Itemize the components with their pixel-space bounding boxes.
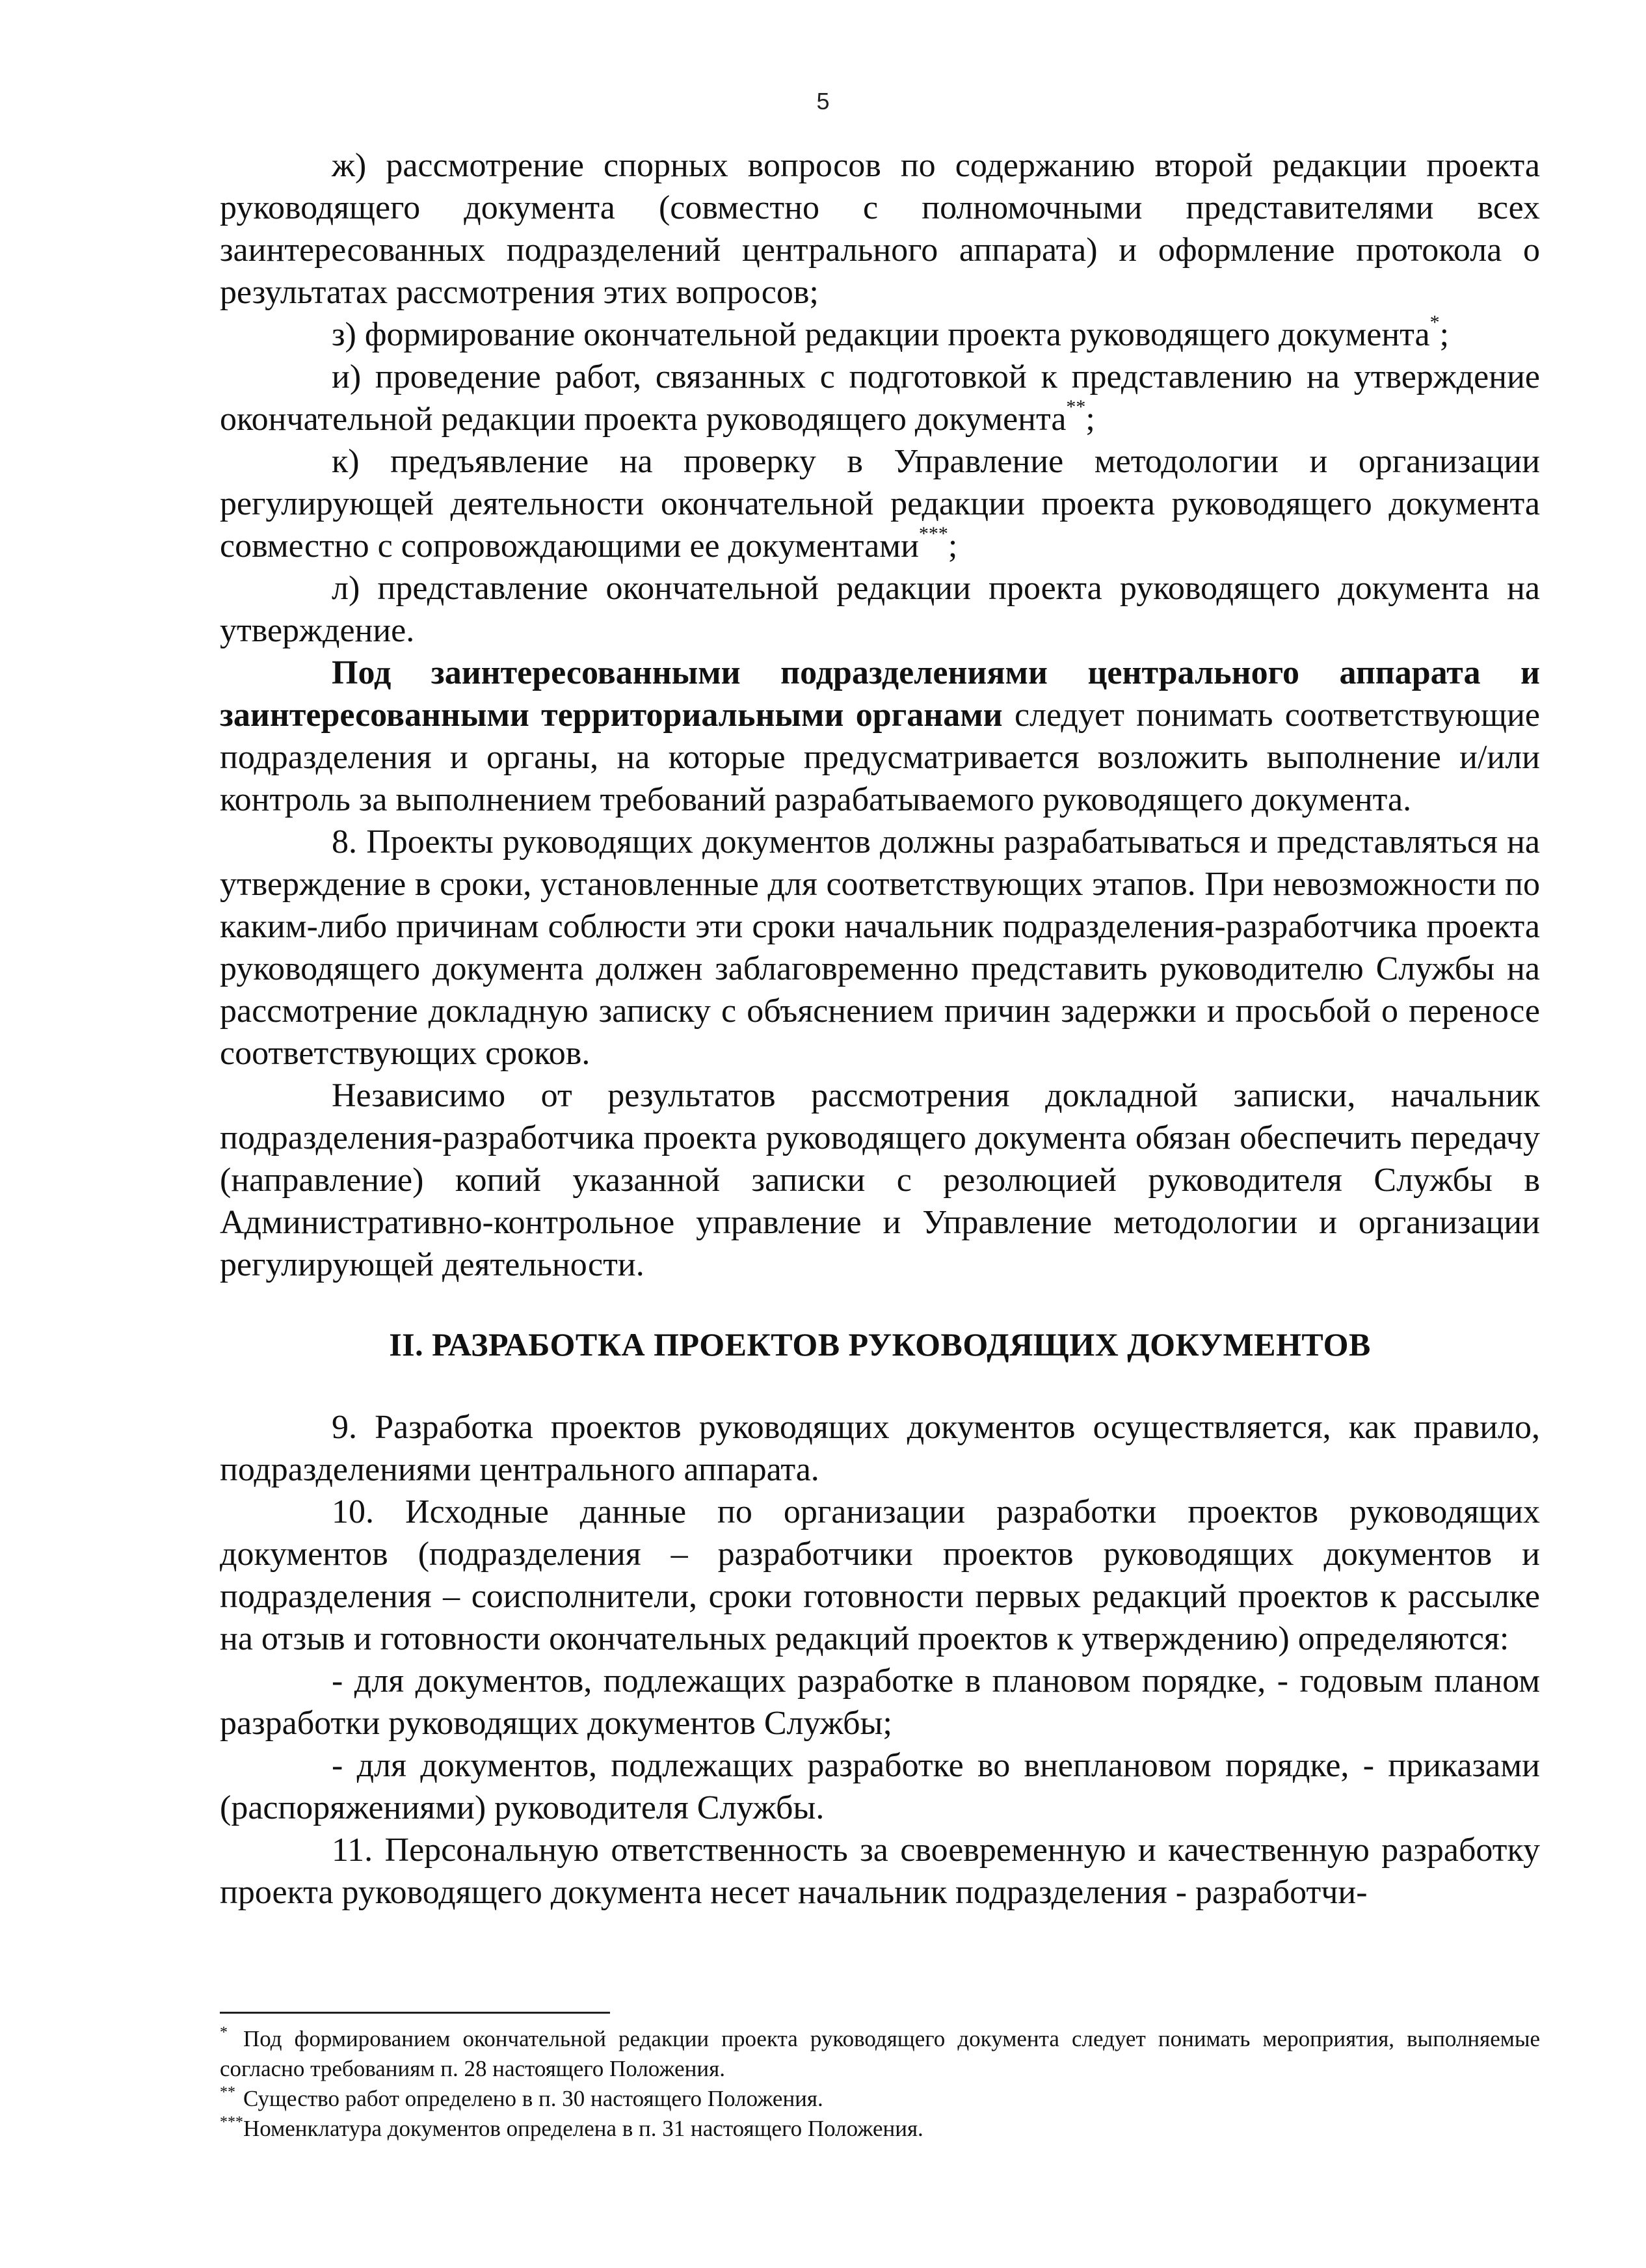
paragraph-11: 11. Персональную ответственность за своевременную и качественную разработку проекта руководящего документа несет начальник подразделения - разработчи- bbox=[220, 1832, 1540, 1911]
footnote-3: ***Номенклатура документов определена в п. 31 настоящего Положения. bbox=[220, 2114, 923, 2141]
footnote-ref-3: *** bbox=[918, 523, 948, 544]
page-number: 5 bbox=[816, 88, 830, 114]
paragraph-8-continued: Независимо от результатов рассмотрения докладной записки, начальник подразделения-разработчика проекта руководящего документа обязан обеспечить передачу (направление) копий указанной записки с резолюцией руководителя Службы в Административно-контрольное управление и Управление методологии и организации регулирующей деятельности. bbox=[220, 1077, 1540, 1283]
paragraph-item-z: з) формирование окончательной редакции проекта руководящего документа*; bbox=[332, 312, 1450, 353]
paragraph-10: 10. Исходные данные по организации разработки проектов руководящих документов (подразделения – разработчики проектов руководящих документов и подразделения – соисполнители, сроки готовности первых редакций проектов к рассылке на отзыв и готовности окончательных редакций проектов к утверждению) определяются: bbox=[220, 1493, 1540, 1657]
paragraph-item-l: л) представление окончательной редакции проекта руководящего документа на утверждение. bbox=[220, 570, 1540, 649]
paragraph-8: 8. Проекты руководящих документов должны разрабатываться и представляться на утверждение в сроки, установленные для соответствующих этапов. При невозможности по каким-либо причинам соблюсти эти сроки начальник подразделения-разработчика проекта руководящего документа должен заблаговременно представить руководителю Службы на рассмотрение докладную записку с объяснением причин задержки и просьбой о переносе соответствующих сроков. bbox=[220, 823, 1540, 1072]
footnote-ref-2: ** bbox=[1066, 396, 1086, 418]
footnote-2: ** Существо работ определено в п. 30 настоящего Положения. bbox=[220, 2084, 823, 2111]
paragraph-item-i: и) проведение работ, связанных с подготовкой к представлению на утверждение окончательной редакции проекта руководящего документа**; bbox=[220, 358, 1540, 438]
footnote-ref-1: * bbox=[1429, 312, 1440, 333]
footnote-divider bbox=[220, 2012, 610, 2014]
bullet-unplanned: - для документов, подлежащих разработке во внеплановом порядке, - приказами (распоряжениями) руководителя Службы. bbox=[220, 1747, 1540, 1826]
body-text bbox=[220, 144, 1540, 1914]
paragraph-item-zh: ж) рассмотрение спорных вопросов по содержанию второй редакции проекта руководящего документа (совместно с полномочными представителями всех заинтересованных подразделений центрального аппарата) и оформление протокола о результатах рассмотрения этих вопросов; bbox=[220, 147, 1540, 311]
paragraph-9: 9. Разработка проектов руководящих документов осуществляется, как правило, подразделениями центрального аппарата. bbox=[220, 1409, 1540, 1488]
footnotes bbox=[220, 2024, 1540, 2144]
paragraph-definition: Под заинтересованными подразделениями центрального аппарата и заинтересованными территориальными органами следует понимать соответствующие подразделения и органы, на которые предусматривается возложить выполнение и/или контроль за выполнением требований разрабатываемого руководящего документа. bbox=[220, 654, 1540, 818]
section-heading: II. РАЗРАБОТКА ПРОЕКТОВ РУКОВОДЯЩИХ ДОКУМЕНТОВ bbox=[389, 1326, 1371, 1363]
bullet-planned: - для документов, подлежащих разработке в плановом порядке, - годовым планом разработки руководящих документов Службы; bbox=[220, 1662, 1540, 1742]
footnote-1: * Под формированием окончательной редакции проекта руководящего документа следует понимать мероприятия, выполняемые согласно требованиям п. 28 настоящего Положения. bbox=[220, 2024, 1540, 2081]
paragraph-item-k: к) предъявление на проверку в Управление методологии и организации регулирующей деятельности окончательной редакции проекта руководящего документа совместно с сопровождающими ее документами***; bbox=[220, 443, 1540, 565]
definition-term: Под заинтересованными подразделениями центрального аппарата и заинтересованными территориальными органами bbox=[220, 654, 1540, 734]
